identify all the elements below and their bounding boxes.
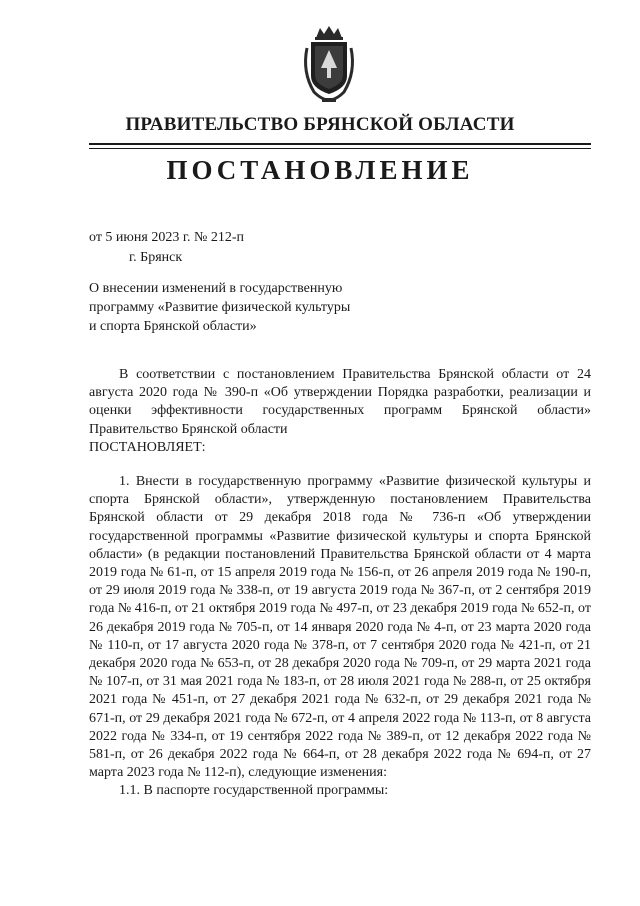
subject-line: О внесении изменений в государственную	[89, 281, 343, 296]
coat-of-arms-icon	[298, 24, 360, 106]
header-rule-thin	[89, 148, 591, 149]
document-body	[89, 366, 591, 801]
subject-line: и спорта Брянской области»	[89, 319, 257, 334]
resolve-keyword: ПОСТАНОВЛЯЕТ:	[89, 439, 206, 455]
item-1-1-paragraph: 1.1. В паспорте государственной программы:	[119, 783, 389, 799]
document-subject	[89, 279, 389, 336]
date-number-line: от 5 июня 2023 г. № 212-п	[89, 230, 244, 245]
organization-title: ПРАВИТЕЛЬСТВО БРЯНСКОЙ ОБЛАСТИ	[125, 114, 515, 135]
document-type-title: ПОСТАНОВЛЕНИЕ	[166, 155, 474, 185]
place-of-issue: г. Брянск	[129, 250, 183, 265]
preamble-paragraph: В соответствии с постановлением Правительства Брянской области от 24 августа 2020 года № 390-п «Об утверждении Порядка разработки, реализации и оценки эффективности государственных программ Брянской области» Правительство Брянской области	[89, 367, 591, 437]
header-rule-thick	[89, 143, 591, 145]
item-1-paragraph: 1. Внести в государственную программу «Развитие физической культуры и спорта Брянской области», утвержденную постановлением Правительства Брянской области от 29 декабря 2018 года № 736-п «Об утверждении государственной программы «Развитие физической культуры и спорта Брянской области» (в редакции постановлений Правительства Брянской области от 4 марта 2019 года № 61-п, от 15 апреля 2019 года № 156-п, от 26 апреля 2019 года № 190-п, от 29 июля 2019 года № 338-п, от 19 августа 2019 года № 367-п, от 2 сентября 2019 года № 416-п, от 21 октября 2019 года № 497-п, от 23 декабря 2019 года № 652-п, от 26 декабря 2019 года № 705-п, от 14 января 2020 года № 4-п, от 23 марта 2020 года № 110-п, от 17 августа 2020 года № 378-п, от 7 сентября 2020 года № 421-п, от 21 декабря 2020 года № 653-п, от 28 декабря 2020 года № 709-п, от 29 марта 2021 года № 107-п, от 31 мая 2021 года № 183-п, от 28 июля 2021 года № 288-п, от 25 октября 2021 года № 451-п, от 27 декабря 2021 года № 632-п, от 29 декабря 2021 года № 671-п, от 29 декабря 2021 года № 672-п, от 4 апреля 2022 года № 113-п, от 8 августа 2022 года № 334-п, от 19 сентября 2022 года № 389-п, от 12 декабря 2022 года № 581-п, от 26 декабря 2022 года № 664-п, от 28 декабря 2022 года № 694-п, от 27 марта 2023 года № 112-п), следующие изменения:	[89, 474, 591, 781]
subject-line: программу «Развитие физической культуры	[89, 300, 351, 315]
